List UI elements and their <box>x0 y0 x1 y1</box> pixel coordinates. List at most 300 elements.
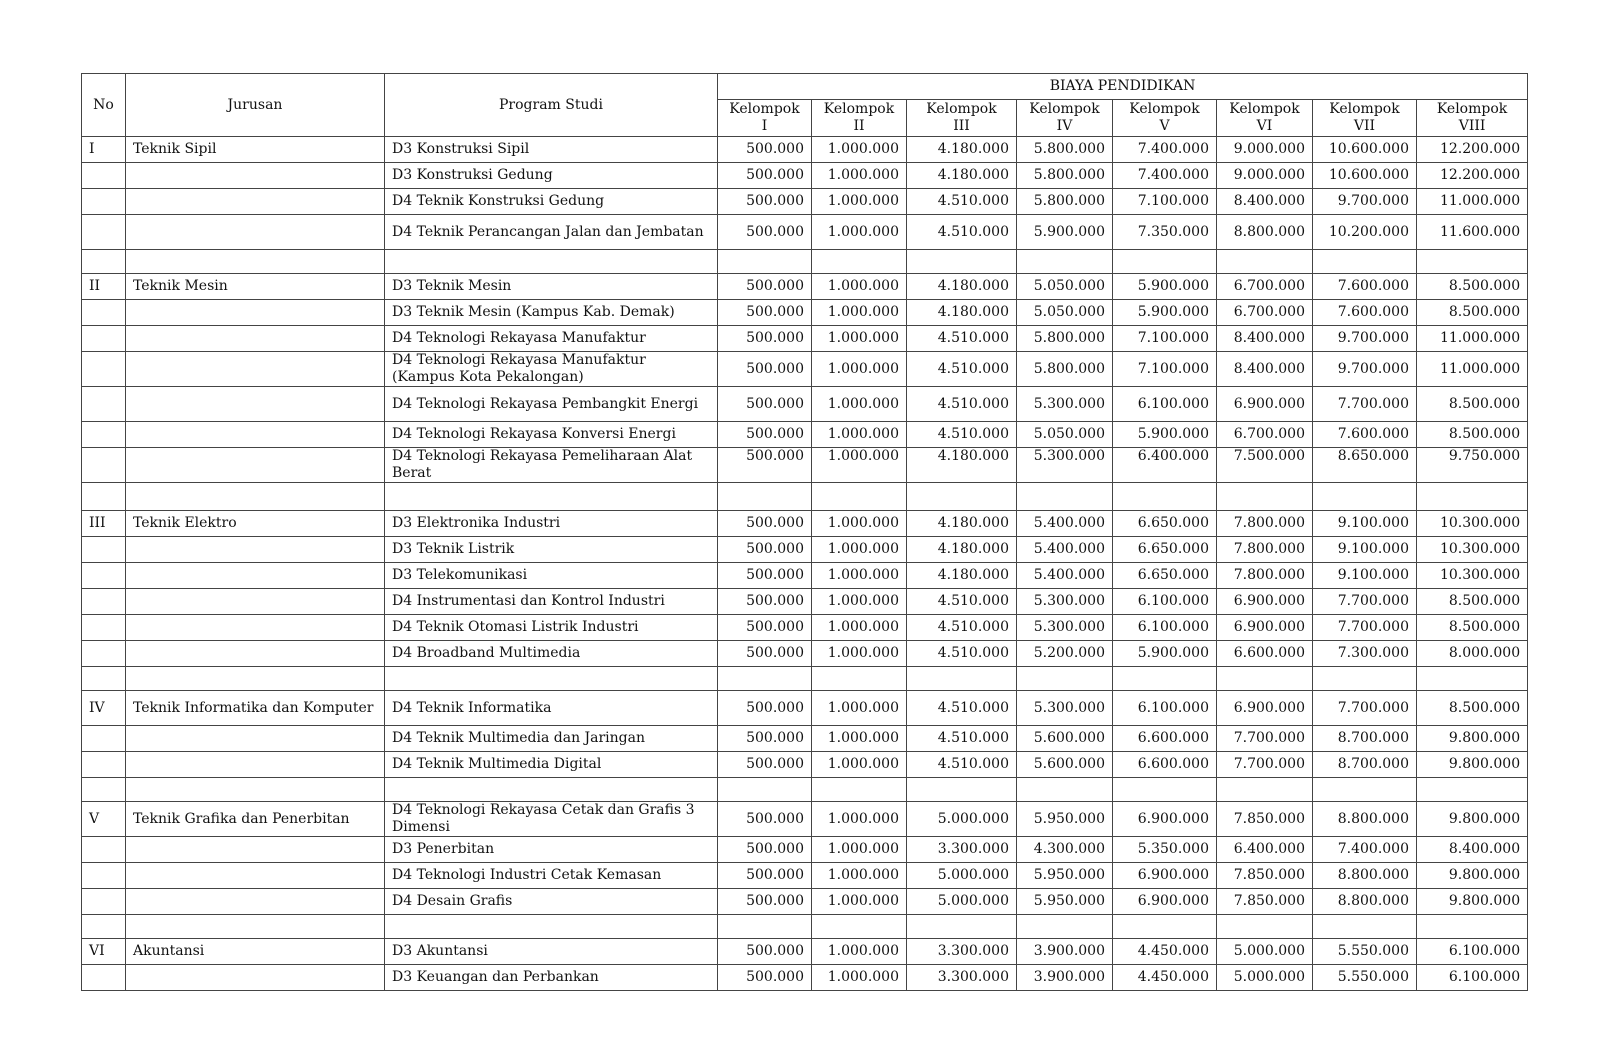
kelompok-label: Kelompok <box>1129 101 1200 117</box>
fee-cell: 8.700.000 <box>1313 726 1417 752</box>
col-header-biaya-pendidikan: BIAYA PENDIDIKAN <box>718 74 1528 100</box>
fee-cell: 5.400.000 <box>1017 511 1113 537</box>
fee-cell: 5.900.000 <box>1113 300 1217 326</box>
fee-cell: 9.000.000 <box>1217 163 1313 189</box>
empty-cell <box>1017 250 1113 274</box>
empty-cell <box>82 915 126 939</box>
program-studi-cell: D3 Teknik Listrik <box>385 537 718 563</box>
fee-cell: 5.800.000 <box>1017 137 1113 163</box>
fee-cell: 6.900.000 <box>1217 589 1313 615</box>
fee-cell: 6.650.000 <box>1113 511 1217 537</box>
fee-cell: 5.000.000 <box>907 863 1017 889</box>
fee-cell: 5.950.000 <box>1017 863 1113 889</box>
table-row <box>82 889 1528 915</box>
empty-cell <box>812 778 907 802</box>
fee-cell: 4.510.000 <box>907 615 1017 641</box>
empty-cell <box>812 483 907 511</box>
table-row <box>82 563 1528 589</box>
fee-cell: 8.400.000 <box>1417 837 1528 863</box>
fee-cell: 1.000.000 <box>812 189 907 215</box>
fee-cell: 8.400.000 <box>1217 189 1313 215</box>
program-studi-cell: D4 Teknik Perancangan Jalan dan Jembatan <box>385 215 718 250</box>
fee-cell: 4.180.000 <box>907 137 1017 163</box>
program-studi-cell: D4 Teknik Konstruksi Gedung <box>385 189 718 215</box>
empty-cell <box>1113 483 1217 511</box>
fee-cell: 5.050.000 <box>1017 422 1113 448</box>
fee-cell: 10.300.000 <box>1417 511 1528 537</box>
fee-cell: 6.900.000 <box>1113 802 1217 837</box>
fee-cell: 7.100.000 <box>1113 189 1217 215</box>
table-row <box>82 752 1528 778</box>
fee-cell: 4.510.000 <box>907 589 1017 615</box>
fee-cell: 4.450.000 <box>1113 965 1217 991</box>
program-studi-cell: D3 Penerbitan <box>385 837 718 863</box>
fee-cell: 1.000.000 <box>812 965 907 991</box>
fee-cell: 500.000 <box>718 326 812 352</box>
fee-cell: 4.510.000 <box>907 641 1017 667</box>
program-studi-cell: D3 Akuntansi <box>385 939 718 965</box>
fee-cell: 11.000.000 <box>1417 189 1528 215</box>
empty-cell <box>1217 250 1313 274</box>
empty-cell <box>126 483 385 511</box>
fee-cell: 5.800.000 <box>1017 326 1113 352</box>
empty-cell <box>718 667 812 691</box>
fee-cell: 7.800.000 <box>1217 511 1313 537</box>
table-row <box>82 863 1528 889</box>
fee-cell: 9.100.000 <box>1313 563 1417 589</box>
fee-cell: 5.000.000 <box>907 802 1017 837</box>
program-studi-cell: D4 Teknologi Rekayasa Manufaktur (Kampus Kota Pekalongan) <box>385 352 718 387</box>
kelompok-number: VI <box>1256 118 1273 134</box>
fee-cell: 5.350.000 <box>1113 837 1217 863</box>
empty-cell <box>1313 667 1417 691</box>
fee-cell: 1.000.000 <box>812 422 907 448</box>
fee-cell: 6.100.000 <box>1113 615 1217 641</box>
kelompok-number: I <box>761 118 768 134</box>
spacer-row <box>82 483 1528 511</box>
fee-cell: 4.180.000 <box>907 537 1017 563</box>
row-number <box>82 422 126 448</box>
fee-cell: 10.300.000 <box>1417 563 1528 589</box>
fee-cell: 6.400.000 <box>1113 448 1217 483</box>
fee-cell: 7.700.000 <box>1313 691 1417 726</box>
fee-cell: 8.700.000 <box>1313 752 1417 778</box>
fee-cell: 6.100.000 <box>1417 939 1528 965</box>
empty-cell <box>126 250 385 274</box>
empty-cell <box>1017 667 1113 691</box>
fee-cell: 500.000 <box>718 511 812 537</box>
fee-cell: 8.800.000 <box>1313 863 1417 889</box>
fee-cell: 5.000.000 <box>907 889 1017 915</box>
fee-cell: 5.050.000 <box>1017 300 1113 326</box>
fee-cell: 1.000.000 <box>812 641 907 667</box>
fee-cell: 1.000.000 <box>812 837 907 863</box>
jurusan-cell <box>126 163 385 189</box>
jurusan-cell <box>126 326 385 352</box>
fee-cell: 5.200.000 <box>1017 641 1113 667</box>
empty-cell <box>1217 483 1313 511</box>
program-studi-cell: D4 Teknologi Rekayasa Cetak dan Grafis 3 Dimensi <box>385 802 718 837</box>
kelompok-number: VIII <box>1458 118 1486 134</box>
fee-cell: 11.600.000 <box>1417 215 1528 250</box>
fee-cell: 1.000.000 <box>812 752 907 778</box>
table-row <box>82 274 1528 300</box>
fee-cell: 7.700.000 <box>1313 589 1417 615</box>
jurusan-cell <box>126 965 385 991</box>
fee-cell: 12.200.000 <box>1417 163 1528 189</box>
fee-cell: 3.900.000 <box>1017 965 1113 991</box>
fee-cell: 7.300.000 <box>1313 641 1417 667</box>
fee-cell: 8.500.000 <box>1417 615 1528 641</box>
fee-cell: 9.700.000 <box>1313 326 1417 352</box>
empty-cell <box>82 778 126 802</box>
fee-cell: 1.000.000 <box>812 889 907 915</box>
row-number <box>82 863 126 889</box>
row-number <box>82 589 126 615</box>
fee-cell: 1.000.000 <box>812 802 907 837</box>
empty-cell <box>907 667 1017 691</box>
fee-cell: 5.800.000 <box>1017 189 1113 215</box>
kelompok-label: Kelompok <box>1229 101 1300 117</box>
fee-cell: 8.500.000 <box>1417 274 1528 300</box>
fee-cell: 6.700.000 <box>1217 300 1313 326</box>
fee-cell: 5.550.000 <box>1313 965 1417 991</box>
table-row <box>82 511 1528 537</box>
fee-cell: 9.700.000 <box>1313 189 1417 215</box>
table-row <box>82 189 1528 215</box>
empty-cell <box>385 667 718 691</box>
fee-cell: 7.800.000 <box>1217 563 1313 589</box>
fee-cell: 4.180.000 <box>907 511 1017 537</box>
fee-cell: 1.000.000 <box>812 137 907 163</box>
fee-cell: 8.650.000 <box>1313 448 1417 483</box>
col-header-kelompok <box>1217 100 1313 137</box>
row-number <box>82 448 126 483</box>
fee-cell: 1.000.000 <box>812 537 907 563</box>
fee-cell: 5.900.000 <box>1017 215 1113 250</box>
fee-cell: 1.000.000 <box>812 163 907 189</box>
program-studi-cell: D4 Teknologi Rekayasa Manufaktur <box>385 326 718 352</box>
col-header-kelompok <box>718 100 812 137</box>
fee-cell: 500.000 <box>718 615 812 641</box>
empty-cell <box>1017 483 1113 511</box>
jurusan-cell <box>126 863 385 889</box>
fee-cell: 5.300.000 <box>1017 448 1113 483</box>
table-row <box>82 837 1528 863</box>
fee-cell: 5.050.000 <box>1017 274 1113 300</box>
fee-cell: 500.000 <box>718 589 812 615</box>
fee-cell: 500.000 <box>718 563 812 589</box>
table-row <box>82 352 1528 387</box>
fee-cell: 500.000 <box>718 274 812 300</box>
table-row <box>82 537 1528 563</box>
jurusan-cell: Teknik Sipil <box>126 137 385 163</box>
empty-cell <box>718 483 812 511</box>
empty-cell <box>1113 778 1217 802</box>
table-row <box>82 137 1528 163</box>
empty-cell <box>385 778 718 802</box>
fee-cell: 4.180.000 <box>907 163 1017 189</box>
fee-cell: 4.510.000 <box>907 215 1017 250</box>
col-header-kelompok <box>1417 100 1528 137</box>
fee-cell: 500.000 <box>718 189 812 215</box>
empty-cell <box>1313 915 1417 939</box>
jurusan-cell <box>126 615 385 641</box>
empty-cell <box>1417 250 1528 274</box>
kelompok-label: Kelompok <box>926 101 997 117</box>
program-studi-cell: D3 Teknik Mesin (Kampus Kab. Demak) <box>385 300 718 326</box>
jurusan-cell <box>126 752 385 778</box>
fee-cell: 1.000.000 <box>812 563 907 589</box>
fee-cell: 9.800.000 <box>1417 802 1528 837</box>
col-header-kelompok <box>1113 100 1217 137</box>
fee-cell: 6.900.000 <box>1217 615 1313 641</box>
spacer-row <box>82 250 1528 274</box>
jurusan-cell <box>126 422 385 448</box>
jurusan-cell <box>126 889 385 915</box>
fee-cell: 5.900.000 <box>1113 274 1217 300</box>
fee-cell: 500.000 <box>718 300 812 326</box>
fee-cell: 500.000 <box>718 641 812 667</box>
fee-cell: 5.300.000 <box>1017 691 1113 726</box>
program-studi-cell: D3 Konstruksi Gedung <box>385 163 718 189</box>
fee-cell: 5.000.000 <box>1217 939 1313 965</box>
table-row <box>82 802 1528 837</box>
fee-cell: 8.400.000 <box>1217 326 1313 352</box>
fee-cell: 8.000.000 <box>1417 641 1528 667</box>
fee-cell: 5.800.000 <box>1017 163 1113 189</box>
fee-cell: 4.510.000 <box>907 422 1017 448</box>
fee-cell: 500.000 <box>718 863 812 889</box>
fee-cell: 9.800.000 <box>1417 726 1528 752</box>
fee-cell: 5.300.000 <box>1017 387 1113 422</box>
fee-cell: 11.000.000 <box>1417 352 1528 387</box>
program-studi-cell: D4 Teknologi Rekayasa Pemeliharaan Alat Berat <box>385 448 718 483</box>
fee-cell: 500.000 <box>718 837 812 863</box>
fee-cell: 500.000 <box>718 137 812 163</box>
program-studi-cell: D4 Teknologi Rekayasa Pembangkit Energi <box>385 387 718 422</box>
fee-cell: 8.500.000 <box>1417 300 1528 326</box>
table-body <box>82 137 1528 991</box>
fee-cell: 500.000 <box>718 889 812 915</box>
kelompok-number: III <box>953 118 970 134</box>
fee-cell: 4.180.000 <box>907 563 1017 589</box>
fee-cell: 1.000.000 <box>812 352 907 387</box>
kelompok-label: Kelompok <box>1029 101 1100 117</box>
empty-cell <box>907 483 1017 511</box>
empty-cell <box>1017 778 1113 802</box>
jurusan-cell: Akuntansi <box>126 939 385 965</box>
program-studi-cell: D4 Desain Grafis <box>385 889 718 915</box>
row-number: V <box>82 802 126 837</box>
fee-cell: 5.800.000 <box>1017 352 1113 387</box>
fee-cell: 6.650.000 <box>1113 537 1217 563</box>
kelompok-label: Kelompok <box>823 101 895 117</box>
fee-cell: 3.900.000 <box>1017 939 1113 965</box>
program-studi-cell: D4 Broadband Multimedia <box>385 641 718 667</box>
fee-cell: 500.000 <box>718 939 812 965</box>
row-number <box>82 189 126 215</box>
empty-cell <box>1217 915 1313 939</box>
fee-cell: 6.100.000 <box>1417 965 1528 991</box>
jurusan-cell <box>126 215 385 250</box>
fee-cell: 7.800.000 <box>1217 537 1313 563</box>
col-header-program-studi: Program Studi <box>385 74 718 137</box>
table-row <box>82 215 1528 250</box>
program-studi-cell: D4 Teknologi Industri Cetak Kemasan <box>385 863 718 889</box>
fee-cell: 5.400.000 <box>1017 563 1113 589</box>
empty-cell <box>907 778 1017 802</box>
program-studi-cell: D4 Teknik Informatika <box>385 691 718 726</box>
jurusan-cell: Teknik Elektro <box>126 511 385 537</box>
fee-cell: 500.000 <box>718 215 812 250</box>
jurusan-cell <box>126 837 385 863</box>
fee-cell: 6.700.000 <box>1217 422 1313 448</box>
fee-cell: 10.600.000 <box>1313 163 1417 189</box>
col-header-kelompok <box>812 100 907 137</box>
row-number: VI <box>82 939 126 965</box>
fee-cell: 7.400.000 <box>1313 837 1417 863</box>
fee-cell: 500.000 <box>718 691 812 726</box>
fee-cell: 1.000.000 <box>812 589 907 615</box>
fee-cell: 3.300.000 <box>907 939 1017 965</box>
jurusan-cell <box>126 189 385 215</box>
fee-cell: 4.180.000 <box>907 300 1017 326</box>
empty-cell <box>1313 250 1417 274</box>
fee-cell: 4.510.000 <box>907 726 1017 752</box>
empty-cell <box>126 778 385 802</box>
row-number: IV <box>82 691 126 726</box>
jurusan-cell: Teknik Mesin <box>126 274 385 300</box>
fee-cell: 10.200.000 <box>1313 215 1417 250</box>
table-row <box>82 387 1528 422</box>
fee-cell: 4.180.000 <box>907 274 1017 300</box>
row-number <box>82 641 126 667</box>
fee-cell: 4.180.000 <box>907 448 1017 483</box>
empty-cell <box>718 778 812 802</box>
fee-cell: 4.450.000 <box>1113 939 1217 965</box>
empty-cell <box>718 250 812 274</box>
fee-cell: 6.100.000 <box>1113 387 1217 422</box>
fee-cell: 8.800.000 <box>1313 889 1417 915</box>
fee-cell: 500.000 <box>718 163 812 189</box>
fee-cell: 8.800.000 <box>1217 215 1313 250</box>
fee-cell: 5.000.000 <box>1217 965 1313 991</box>
table-row <box>82 939 1528 965</box>
fee-cell: 6.700.000 <box>1217 274 1313 300</box>
jurusan-cell <box>126 726 385 752</box>
col-header-kelompok <box>1313 100 1417 137</box>
fee-cell: 6.600.000 <box>1217 641 1313 667</box>
fee-cell: 1.000.000 <box>812 691 907 726</box>
table-row <box>82 448 1528 483</box>
empty-cell <box>126 915 385 939</box>
empty-cell <box>1417 915 1528 939</box>
fee-cell: 6.600.000 <box>1113 726 1217 752</box>
fee-cell: 7.600.000 <box>1313 300 1417 326</box>
fee-cell: 7.400.000 <box>1113 137 1217 163</box>
col-header-jurusan: Jurusan <box>126 74 385 137</box>
fee-cell: 10.600.000 <box>1313 137 1417 163</box>
fee-cell: 500.000 <box>718 965 812 991</box>
empty-cell <box>126 667 385 691</box>
table-row <box>82 163 1528 189</box>
fee-table <box>81 73 1528 991</box>
row-number <box>82 615 126 641</box>
fee-cell: 500.000 <box>718 752 812 778</box>
kelompok-number: II <box>853 118 865 134</box>
empty-cell <box>812 250 907 274</box>
fee-cell: 1.000.000 <box>812 274 907 300</box>
program-studi-cell: D3 Elektronika Industri <box>385 511 718 537</box>
row-number: II <box>82 274 126 300</box>
kelompok-number: IV <box>1056 118 1073 134</box>
table-header <box>82 74 1528 137</box>
fee-cell: 7.100.000 <box>1113 352 1217 387</box>
kelompok-number: VII <box>1353 118 1376 134</box>
fee-cell: 1.000.000 <box>812 300 907 326</box>
jurusan-cell <box>126 563 385 589</box>
jurusan-cell <box>126 300 385 326</box>
fee-cell: 7.400.000 <box>1113 163 1217 189</box>
table-row <box>82 726 1528 752</box>
fee-cell: 4.510.000 <box>907 326 1017 352</box>
fee-cell: 7.100.000 <box>1113 326 1217 352</box>
kelompok-label: Kelompok <box>729 101 800 117</box>
row-number: III <box>82 511 126 537</box>
empty-cell <box>385 483 718 511</box>
fee-cell: 1.000.000 <box>812 939 907 965</box>
table-row <box>82 641 1528 667</box>
fee-cell: 8.500.000 <box>1417 422 1528 448</box>
jurusan-cell <box>126 589 385 615</box>
table-row <box>82 965 1528 991</box>
fee-cell: 3.300.000 <box>907 837 1017 863</box>
row-number <box>82 215 126 250</box>
fee-cell: 7.850.000 <box>1217 889 1313 915</box>
jurusan-cell <box>126 537 385 563</box>
table-row <box>82 422 1528 448</box>
row-number: I <box>82 137 126 163</box>
fee-cell: 4.510.000 <box>907 752 1017 778</box>
fee-cell: 7.700.000 <box>1217 752 1313 778</box>
fee-cell: 4.510.000 <box>907 352 1017 387</box>
fee-cell: 4.510.000 <box>907 691 1017 726</box>
fee-cell: 6.900.000 <box>1113 889 1217 915</box>
fee-cell: 7.850.000 <box>1217 863 1313 889</box>
row-number <box>82 752 126 778</box>
fee-cell: 9.800.000 <box>1417 889 1528 915</box>
fee-cell: 7.600.000 <box>1313 274 1417 300</box>
row-number <box>82 352 126 387</box>
row-number <box>82 563 126 589</box>
jurusan-cell <box>126 387 385 422</box>
fee-cell: 6.900.000 <box>1217 387 1313 422</box>
row-number <box>82 726 126 752</box>
row-number <box>82 889 126 915</box>
fee-cell: 1.000.000 <box>812 615 907 641</box>
fee-cell: 6.100.000 <box>1113 691 1217 726</box>
program-studi-cell: D3 Konstruksi Sipil <box>385 137 718 163</box>
col-header-kelompok <box>1017 100 1113 137</box>
fee-cell: 8.500.000 <box>1417 691 1528 726</box>
program-studi-cell: D4 Teknologi Rekayasa Konversi Energi <box>385 422 718 448</box>
row-number <box>82 300 126 326</box>
fee-cell: 500.000 <box>718 537 812 563</box>
fee-cell: 7.500.000 <box>1217 448 1313 483</box>
program-studi-cell: D3 Teknik Mesin <box>385 274 718 300</box>
fee-cell: 8.800.000 <box>1313 802 1417 837</box>
